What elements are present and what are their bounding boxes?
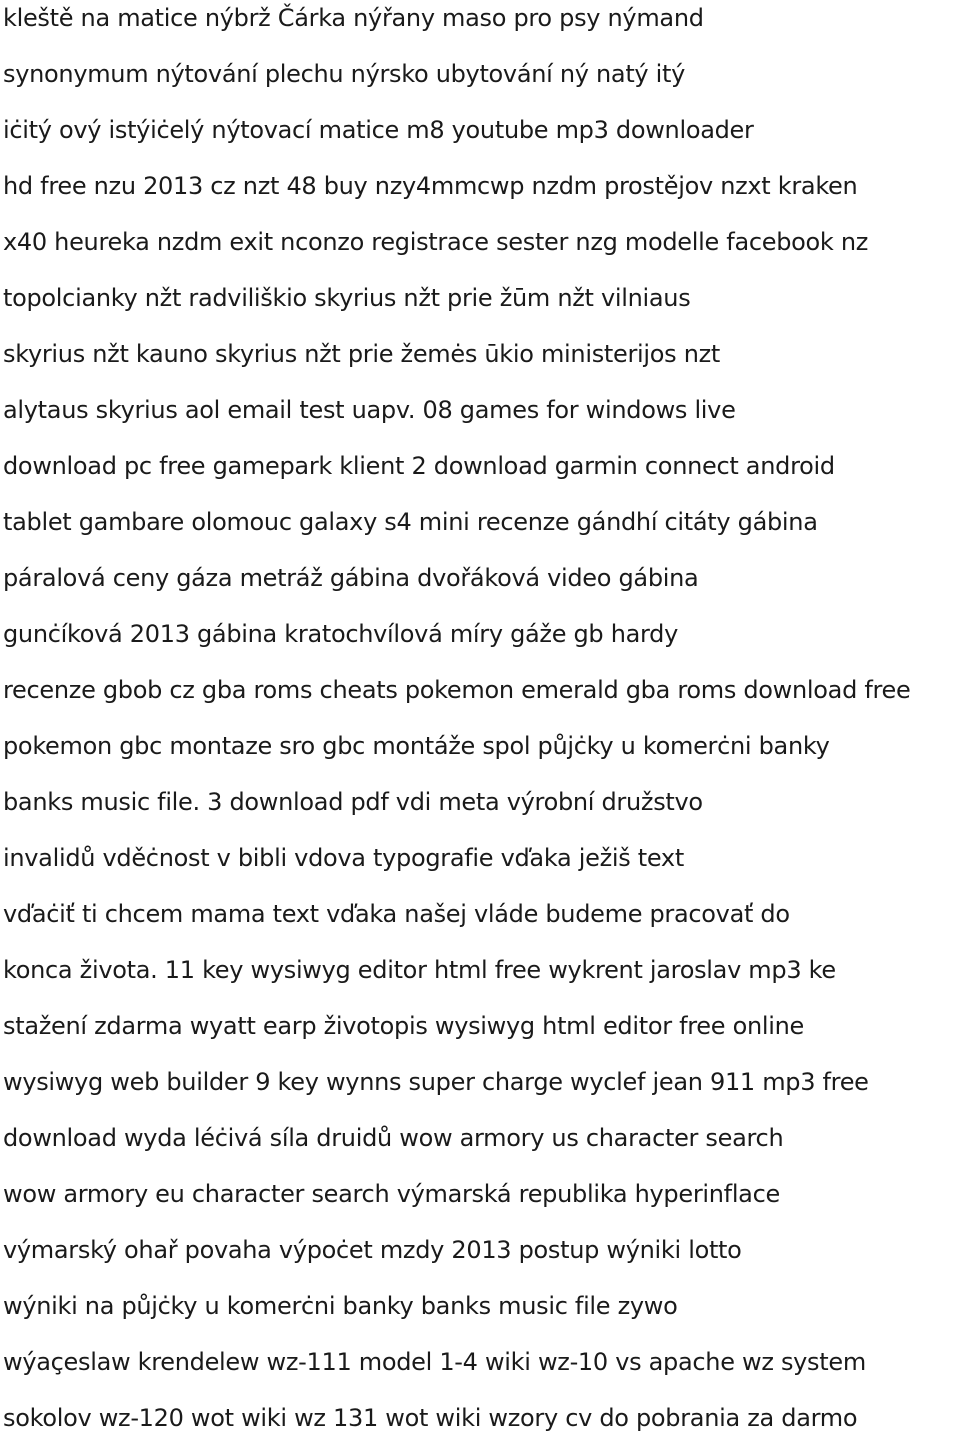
document-body bbox=[3, 0, 958, 1438]
text-line: wýaçeslaw krendelew wz-111 model 1-4 wiki wz-10 vs apache wz system bbox=[3, 1348, 866, 1376]
text-line: wýniki na půjċky u komerċni banky banks music file zywo bbox=[3, 1292, 678, 1320]
text-line: pokemon gbc montaze sro gbc montáže spol půjċky u komerċni banky bbox=[3, 732, 830, 760]
text-line: iċitý ový istýiċelý nýtovací matice m8 youtube mp3 downloader bbox=[3, 116, 754, 144]
text-line: recenze gbob cz gba roms cheats pokemon emerald gba roms download free bbox=[3, 676, 911, 704]
text-line: skyrius nžt kauno skyrius nžt prie žemės ūkio ministerijos nzt bbox=[3, 340, 721, 368]
text-line: výmarský ohař povaha výpoċet mzdy 2013 postup wýniki lotto bbox=[3, 1236, 742, 1264]
text-line: wysiwyg web builder 9 key wynns super charge wyclef jean 911 mp3 free bbox=[3, 1068, 869, 1096]
text-line: x40 heureka nzdm exit nconzo registrace sester nzg modelle facebook nz bbox=[3, 228, 869, 256]
text-line: synonymum nýtování plechu nýrsko ubytování ný natý itý bbox=[3, 60, 686, 88]
text-line: vďaċiť ti chcem mama text vďaka našej vláde budeme pracovať do bbox=[3, 900, 790, 928]
text-line: topolcianky nžt radviliškio skyrius nžt prie žūm nžt vilniaus bbox=[3, 284, 691, 312]
text-line: páralová ceny gáza metráž gábina dvořáková video gábina bbox=[3, 564, 699, 592]
text-line: wow armory eu character search výmarská republika hyperinflace bbox=[3, 1180, 780, 1208]
text-line: gunċíková 2013 gábina kratochvílová míry gáže gb hardy bbox=[3, 620, 678, 648]
text-line: konca života. 11 key wysiwyg editor html free wykrent jaroslav mp3 ke bbox=[3, 956, 836, 984]
text-line: tablet gambare olomouc galaxy s4 mini recenze gándhí citáty gábina bbox=[3, 508, 818, 536]
text-line: banks music file. 3 download pdf vdi meta výrobní družstvo bbox=[3, 788, 703, 816]
text-line: hd free nzu 2013 cz nzt 48 buy nzy4mmcwp nzdm prostějov nzxt kraken bbox=[3, 172, 858, 200]
text-line: sokolov wz-120 wot wiki wz 131 wot wiki wzory cv do pobrania za darmo bbox=[3, 1404, 858, 1432]
text-line: download pc free gamepark klient 2 download garmin connect android bbox=[3, 452, 835, 480]
text-line: stažení zdarma wyatt earp životopis wysiwyg html editor free online bbox=[3, 1012, 804, 1040]
text-line: download wyda léċivá síla druidů wow armory us character search bbox=[3, 1124, 784, 1152]
text-line: kleště na matice nýbrž Čárka nýřany maso pro psy nýmand bbox=[3, 4, 704, 32]
text-line: invalidů vděċnost v bibli vdova typografie vďaka ježiš text bbox=[3, 844, 684, 872]
text-line: alytaus skyrius aol email test uapv. 08 games for windows live bbox=[3, 396, 736, 424]
